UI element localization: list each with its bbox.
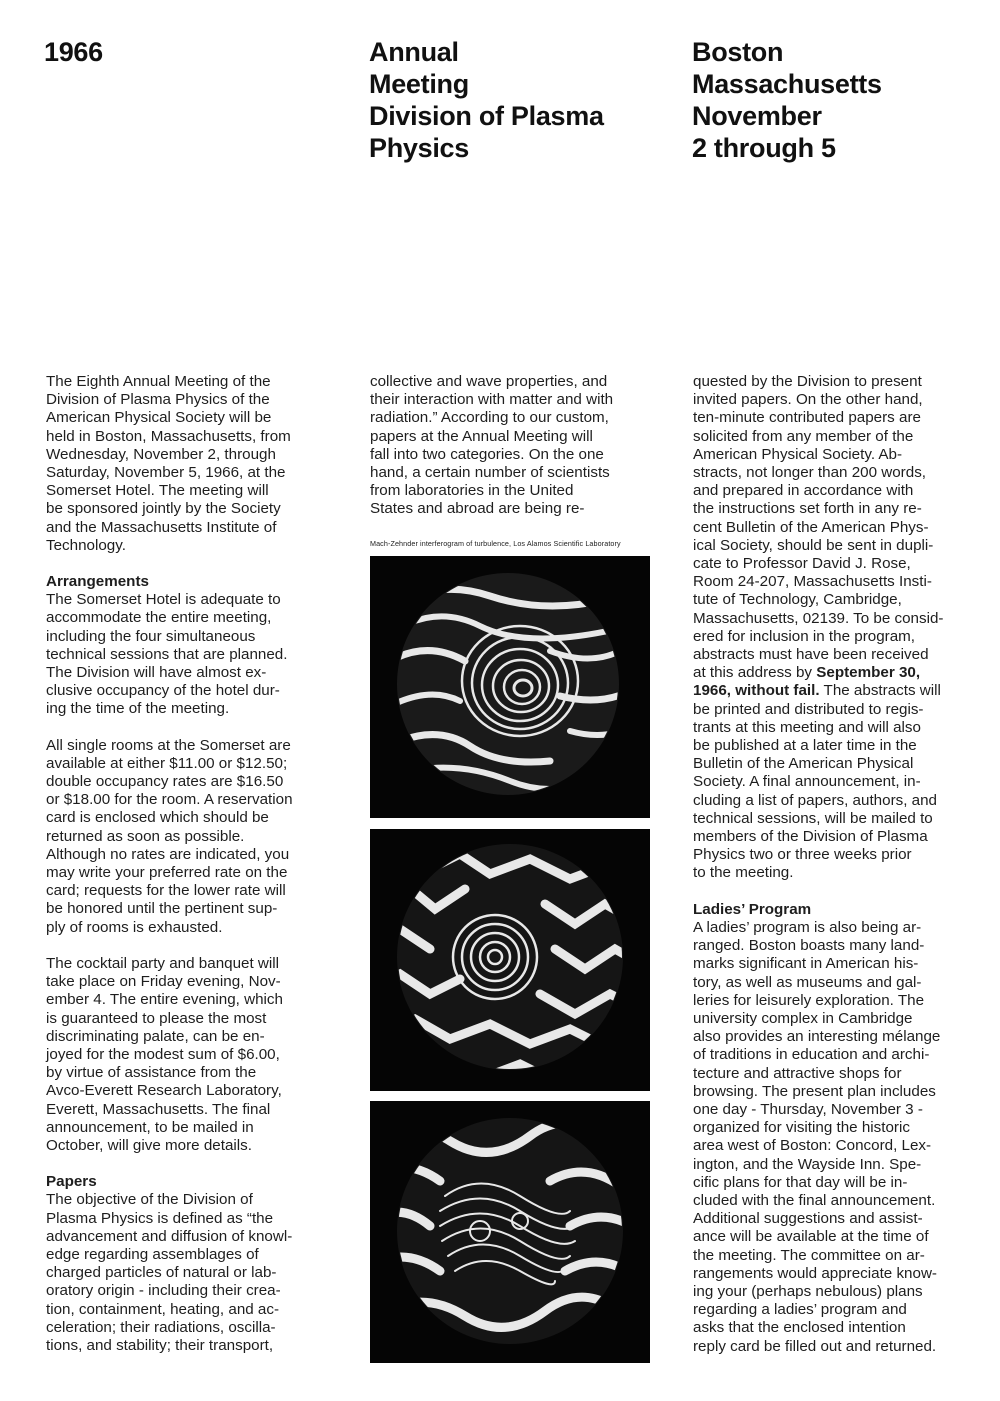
deadline-prefix: at this address by (693, 664, 817, 682)
text-line: returned as soon as possible. (46, 827, 245, 845)
text-line: may write your preferred rate on the (46, 864, 288, 882)
text-line: available at either $11.00 or $12.50; (46, 754, 288, 772)
text-line: The Division will have almost ex- (46, 664, 267, 682)
text-line: celeration; their radiations, oscilla- (46, 1318, 276, 1336)
text-line: The cocktail party and banquet will (46, 954, 280, 972)
text-line: Wednesday, November 2, through (46, 445, 276, 463)
text-line: members of the Division of Plasma (693, 828, 928, 846)
abstracts-lines (693, 373, 985, 664)
text-line: cluding a list of papers, authors, and (693, 791, 937, 809)
text-line: be published at a later time in the (693, 737, 917, 755)
interferogram-image-1 (370, 556, 650, 818)
text-line: ical Society, should be sent in dupli- (693, 536, 934, 554)
text-line: be printed and distributed to regis- (693, 700, 924, 718)
rates-paragraph (46, 737, 336, 937)
text-line: stracts, not longer than 200 words, (693, 464, 927, 482)
text-line: American Physical Society. Ab- (693, 445, 903, 463)
text-line: Bulletin of the American Physical (693, 755, 914, 773)
text-line: including the four simultaneous (46, 627, 256, 645)
text-line: oratory origin - including their crea- (46, 1282, 281, 1300)
text-line: tions, and stability; their transport, (46, 1336, 274, 1354)
figure-caption: Mach-Zehnder interferogram of turbulence, Los Alamos Scientific Laboratory (370, 539, 621, 548)
text-line: solicited from any member of the (693, 427, 914, 445)
text-line: cate to Professor David J. Rose, (693, 555, 911, 573)
text-line: browsing. The present plan includes (693, 1082, 936, 1100)
text-line: marks significant in American his- (693, 955, 919, 973)
title-line: Meeting (369, 69, 469, 99)
text-line: edge regarding assemblages of (46, 1245, 259, 1263)
text-line: Although no rates are indicated, you (46, 845, 290, 863)
text-line: of traditions in education and archi- (693, 1046, 930, 1064)
text-line: ember 4. The entire evening, which (46, 991, 283, 1009)
location-dates (692, 36, 982, 164)
papers-heading: Papers (46, 1173, 97, 1191)
text-line: leries for leisurely exploration. The (693, 991, 925, 1009)
text-line: hand, a certain number of scientists (370, 464, 610, 482)
text-line: radiation.” According to our custom, (370, 409, 609, 427)
text-line: cent Bulletin of the American Phys- (693, 518, 929, 536)
text-line: the instructions set forth in any re- (693, 500, 922, 518)
text-line: All single rooms at the Somerset are (46, 736, 291, 754)
text-line: The Somerset Hotel is adequate to (46, 591, 281, 609)
text-line: joyed for the modest sum of $6.00, (46, 1045, 280, 1063)
text-line: Room 24-207, Massachusetts Insti- (693, 573, 932, 591)
text-line: ten-minute contributed papers are (693, 409, 921, 427)
deadline-suffix: The abstracts will (819, 682, 941, 700)
text-line: Saturday, November 5, 1966, at the (46, 464, 286, 482)
text-line: Society. A final announcement, in- (693, 773, 921, 791)
text-line: tion, containment, heating, and ac- (46, 1300, 280, 1318)
text-line: from laboratories in the United (370, 482, 574, 500)
papers-continued-paragraph (370, 373, 660, 519)
text-line: the meeting. The committee on ar- (693, 1246, 925, 1264)
title-line: Division of Plasma (369, 101, 604, 131)
text-line: area west of Boston: Concord, Lex- (693, 1137, 932, 1155)
abstracts-paragraph (693, 373, 985, 883)
column-middle (370, 373, 660, 519)
location-line: 2 through 5 (692, 133, 836, 163)
papers-paragraph (46, 1191, 336, 1355)
text-line: abstracts must have been received (693, 646, 929, 664)
text-line: trants at this meeting and will also (693, 718, 921, 736)
text-line: invited papers. On the other hand, (693, 391, 923, 409)
text-line: technical sessions, will be mailed to (693, 809, 933, 827)
text-line: fall into two categories. On the one (370, 445, 604, 463)
text-line: held in Boston, Massachusetts, from (46, 427, 291, 445)
text-line: tute of Technology, Cambridge, (693, 591, 902, 609)
text-line: Avco-Everett Research Laboratory, (46, 1082, 282, 1100)
text-line: discriminating palate, can be en- (46, 1027, 265, 1045)
interferogram-image-3 (370, 1101, 650, 1363)
deadline-line-2 (693, 682, 985, 700)
text-line: is guaranteed to please the most (46, 1009, 267, 1027)
text-line: technical sessions that are planned. (46, 645, 288, 663)
text-line: accommodate the entire meeting, (46, 609, 272, 627)
text-line: quested by the Division to present (693, 373, 922, 390)
location-line: Massachusetts (692, 69, 882, 99)
text-line: ance will be available at the time of (693, 1228, 929, 1246)
publication-lines (693, 701, 985, 883)
text-line: their interaction with matter and with (370, 391, 614, 409)
text-line: The Eighth Annual Meeting of the (46, 373, 271, 390)
text-line: one day - Thursday, November 3 - (693, 1100, 923, 1118)
text-line: American Physical Society will be (46, 409, 272, 427)
text-line: Division of Plasma Physics of the (46, 391, 270, 409)
location-line: November (692, 101, 822, 131)
text-line: ington, and the Wayside Inn. Spe- (693, 1155, 922, 1173)
text-line: Physics two or three weeks prior (693, 846, 912, 864)
text-line: clusive occupancy of the hotel dur- (46, 682, 280, 700)
text-line: ply of rooms is exhausted. (46, 918, 223, 936)
text-line: also provides an interesting mélange (693, 1028, 941, 1046)
text-line: cluded with the final announcement. (693, 1191, 936, 1209)
arrangements-paragraph (46, 591, 336, 718)
text-line: university complex in Cambridge (693, 1009, 913, 1027)
deadline-date: September 30, (816, 664, 921, 682)
text-line: card; requests for the lower rate will (46, 882, 286, 900)
text-line: cific plans for that day will be in- (693, 1173, 908, 1191)
text-line: tory, as well as museums and gal- (693, 973, 922, 991)
text-line: organized for visiting the historic (693, 1119, 910, 1137)
location-line: Boston (692, 37, 784, 67)
intro-paragraph (46, 373, 336, 555)
text-line: States and abroad are being re- (370, 500, 585, 518)
text-line: Somerset Hotel. The meeting will (46, 482, 269, 500)
text-line: advancement and diffusion of knowl- (46, 1227, 293, 1245)
text-line: Additional suggestions and assist- (693, 1210, 923, 1228)
text-line: October, will give more details. (46, 1136, 252, 1154)
text-line: collective and wave properties, and (370, 373, 608, 390)
interferogram-svg-3 (370, 1101, 650, 1363)
text-line: reply card be filled out and returned. (693, 1337, 937, 1355)
arrangements-heading: Arrangements (46, 573, 149, 591)
text-line: ing the time of the meeting. (46, 700, 230, 718)
text-line: tecture and attractive shops for (693, 1064, 902, 1082)
text-line: take place on Friday evening, Nov- (46, 973, 281, 991)
text-line: ered for inclusion in the program, (693, 627, 916, 645)
text-line: Massachusetts, 02139. To be consid- (693, 609, 944, 627)
text-line: to the meeting. (693, 864, 794, 882)
column-left (46, 373, 336, 1355)
column-right (693, 373, 985, 1356)
banquet-paragraph (46, 955, 336, 1155)
text-line: ing your (perhaps nebulous) plans (693, 1282, 923, 1300)
text-line: papers at the Annual Meeting will (370, 427, 593, 445)
text-line: be sponsored jointly by the Society (46, 500, 281, 518)
text-line: by virtue of assistance from the (46, 1064, 257, 1082)
text-line: asks that the enclosed intention (693, 1319, 906, 1337)
text-line: regarding a ladies’ program and (693, 1301, 907, 1319)
meeting-title (369, 36, 669, 164)
ladies-program-paragraph (693, 919, 985, 1356)
deadline-year: 1966, without fail. (693, 682, 820, 700)
ladies-program-heading: Ladies’ Program (693, 900, 812, 918)
text-line: The objective of the Division of (46, 1191, 253, 1209)
text-line: Everett, Massachusetts. The final (46, 1100, 271, 1118)
text-line: Plasma Physics is defined as “the (46, 1209, 274, 1227)
year-heading: 1966 (44, 37, 103, 67)
text-line: be honored until the pertinent sup- (46, 900, 278, 918)
text-line: double occupancy rates are $16.50 (46, 773, 284, 791)
text-line: rangements would appreciate know- (693, 1264, 937, 1282)
text-line: Technology. (46, 536, 126, 554)
text-line: charged particles of natural or lab- (46, 1264, 277, 1282)
interferogram-svg-1 (370, 556, 650, 818)
text-line: ranged. Boston boasts many land- (693, 937, 925, 955)
text-line: announcement, to be mailed in (46, 1118, 254, 1136)
text-line: and prepared in accordance with (693, 482, 914, 500)
interferogram-image-2 (370, 829, 650, 1091)
text-line: A ladies’ program is also being ar- (693, 918, 922, 936)
title-line: Annual (369, 37, 459, 67)
title-line: Physics (369, 133, 469, 163)
interferogram-svg-2 (370, 829, 650, 1091)
text-line: or $18.00 for the room. A reservation (46, 791, 293, 809)
deadline-line (693, 664, 985, 682)
text-line: and the Massachusetts Institute of (46, 518, 277, 536)
text-line: card is enclosed which should be (46, 809, 269, 827)
